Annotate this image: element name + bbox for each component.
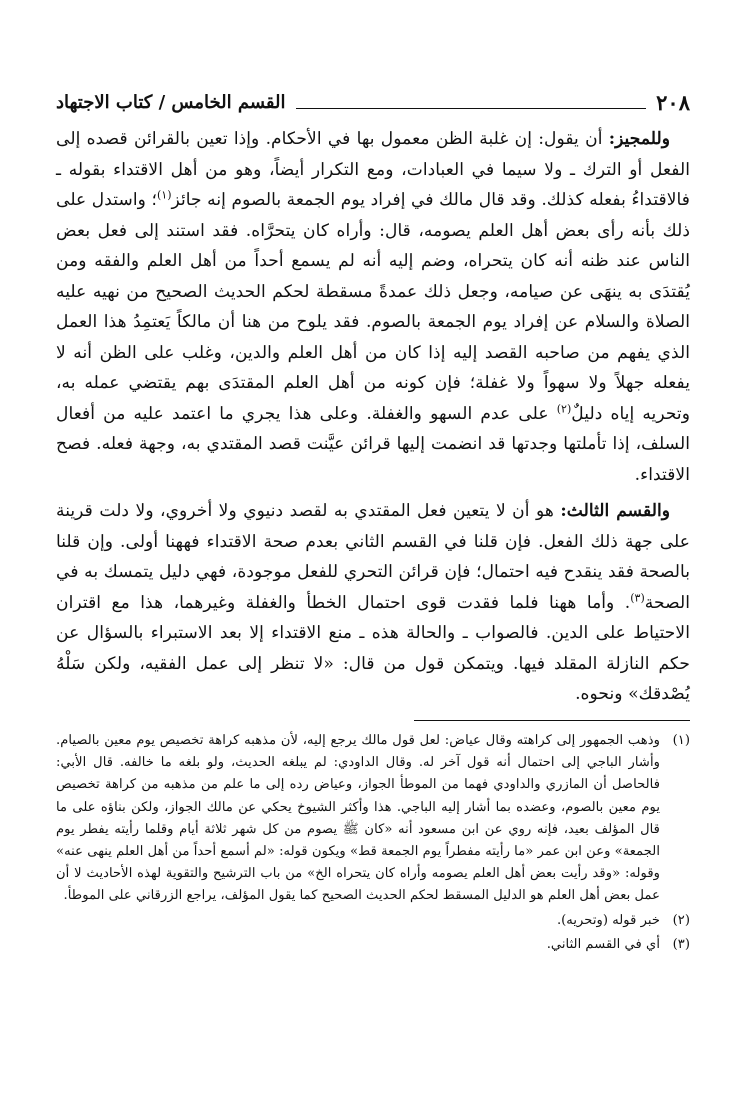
paragraph-2 bbox=[56, 496, 690, 710]
header-rule bbox=[296, 108, 647, 109]
footnote-3-number: (٣) bbox=[672, 936, 690, 952]
footnote-separator bbox=[414, 720, 690, 721]
paragraph-1-text: أن يقول: إن غلبة الظن معمول بها في الأحكام. وإذا تعين بالقرائن قصده إلى الفعل أو الترك ـ ولا سيما في العبادات، ومع التكرار أيضاً، وهو من أهل الاقتداء بقوله ـ فالاقتداءُ بفعله كذلك. وقد قال مالك في إفراد يوم الجمعة بالصوم إنه جائز bbox=[56, 129, 690, 210]
main-text bbox=[56, 124, 690, 710]
footnotes bbox=[56, 730, 690, 956]
footnote-2-text: خبر قوله (وتحريه). bbox=[556, 912, 660, 928]
footnote-1 bbox=[56, 730, 690, 908]
footnote-ref-3[interactable]: (٣) bbox=[630, 590, 645, 604]
paragraph-1-lead: وللمجيز: bbox=[608, 129, 670, 149]
page-header bbox=[56, 86, 690, 116]
footnote-3-text: أي في القسم الثاني. bbox=[546, 936, 660, 952]
paragraph-2-text-end: . وأما ههنا فلما فقدت قوى احتمال الخطأ والغفلة وغيرهما، هذا مع اقتران الاحتياط على الدين. فالصواب ـ والحالة هذه ـ منع الاقتداء إلا بعد الاستبراء بالسؤال عن حكم النازلة المقلد فيها. ويتمكن قول من قال: «لا تنظر إلى عمل الفقيه، ولكن سَلْهُ يُصْدقك» ونحوه. bbox=[56, 592, 690, 704]
footnote-3 bbox=[56, 934, 690, 956]
paragraph-1-text-cont: ؛ واستدل على ذلك بأنه رأى بعض أهل العلم يصومه، قال: وأراه كان يتحرَّاه. فقد استند إلى فعل بعض الناس عند ظنه أنه كان يتحراه، وضم إليه أنه لم يسمع أحداً من أهل العلم والفقه ومن يُقتدَى به ينهَى عن صيامه، وجعل ذلك عمدةً مسقطة لحكم الحديث الصحيح من نهيه عليه الصلاة والسلام عن إفراد يوم الجمعة بالصوم. فقد يلوح من هنا أن مالكاً يَعتمِدُ هذا العمل الذي يفهم من صاحبه القصد إليه إذا كان من أهل العلم والدين، وغلب على الظن أنه لا يفعله جهلاً ولا سهواً ولا غفلة؛ فإن كونه من أهل العلم المقتدَى بهم يقتضي عمله به، وتحريه إياه دليلٌ bbox=[56, 190, 691, 424]
footnote-2-number: (٢) bbox=[672, 912, 690, 928]
footnote-ref-2[interactable]: (٢) bbox=[556, 401, 572, 415]
footnote-1-text: وذهب الجمهور إلى كراهته وقال عياض: لعل قول مالك يرجع إليه، لأن مذهبه كراهة تخصيص يوم معين بالصيام. وأشار الباجي إلى احتمال أنه قول آخر له. وقال الداودي: لم يبلغه الحديث، ولو بلغه ما خالفه. قال الأبي: فالحاصل أن المازري والداودي فهما من الموطأ الجواز، وعياض رده إلى ما علم من مذهبه من كراهة تخصيص يوم معين بالصوم، وعضده بما أشار إليه الباجي. هذا وأكثر الشيوخ يحكي عن مالك الجواز، ولكن بناؤه على ما قال المؤلف بعيد، فإنه روي عن ابن مسعود أنه «كان ﷺ يصوم من كل شهر ثلاثة أيام وقلما رأيته يفطر يوم الجمعة» وعن ابن عمر «ما رأيته مفطراً يوم الجمعة قط» ويكون قوله: «لم أسمع أحداً من أهل العلم ينهى عنه» وقوله: «وقد رأيت بعض أهل العلم يصومه وأراه كان يتحراه الخ» من باب الترشيح والتقوية لهذه الأحاديث لا أن عمل بعض أهل العلم هو الدليل المسقط لحكم الحديث الصحيح كما يقول المؤلف، يراجع الزرقاني على الموطأ. bbox=[56, 733, 660, 904]
paragraph-1-text-end: على عدم السهو والغفلة. وعلى هذا يجري ما اعتمد عليه من أفعال السلف، إذا تأملتها وجدتها قد انضمت إليها قرائن عيَّنت قصد المقتدي به، وجهة فعله. فصح الاقتداء. bbox=[56, 403, 690, 485]
paragraph-2-lead: والقسم الثالث: bbox=[560, 501, 671, 521]
footnote-2 bbox=[56, 910, 690, 932]
page-number: ٢٠٨ bbox=[656, 90, 690, 115]
paragraph-2-text: هو أن لا يتعين فعل المقتدي به لقصد دنيوي ولا أخروي، ولا دلت قرينة على جهة ذلك الفعل. فإن قلنا في القسم الثاني بعدم صحة الاقتداء فههنا أولى. وإن قلنا بالصحة فقد ينقدح فيه احتمال؛ فإن قرائن التحري للفعل موجودة، فهي دليل يتمسك به في الصحة bbox=[56, 501, 690, 613]
footnote-ref-1[interactable]: (١) bbox=[156, 188, 172, 202]
paragraph-1 bbox=[56, 124, 690, 490]
running-title: القسم الخامس / كتاب الاجتهاد bbox=[56, 92, 286, 113]
footnote-1-number: (١) bbox=[672, 733, 690, 748]
